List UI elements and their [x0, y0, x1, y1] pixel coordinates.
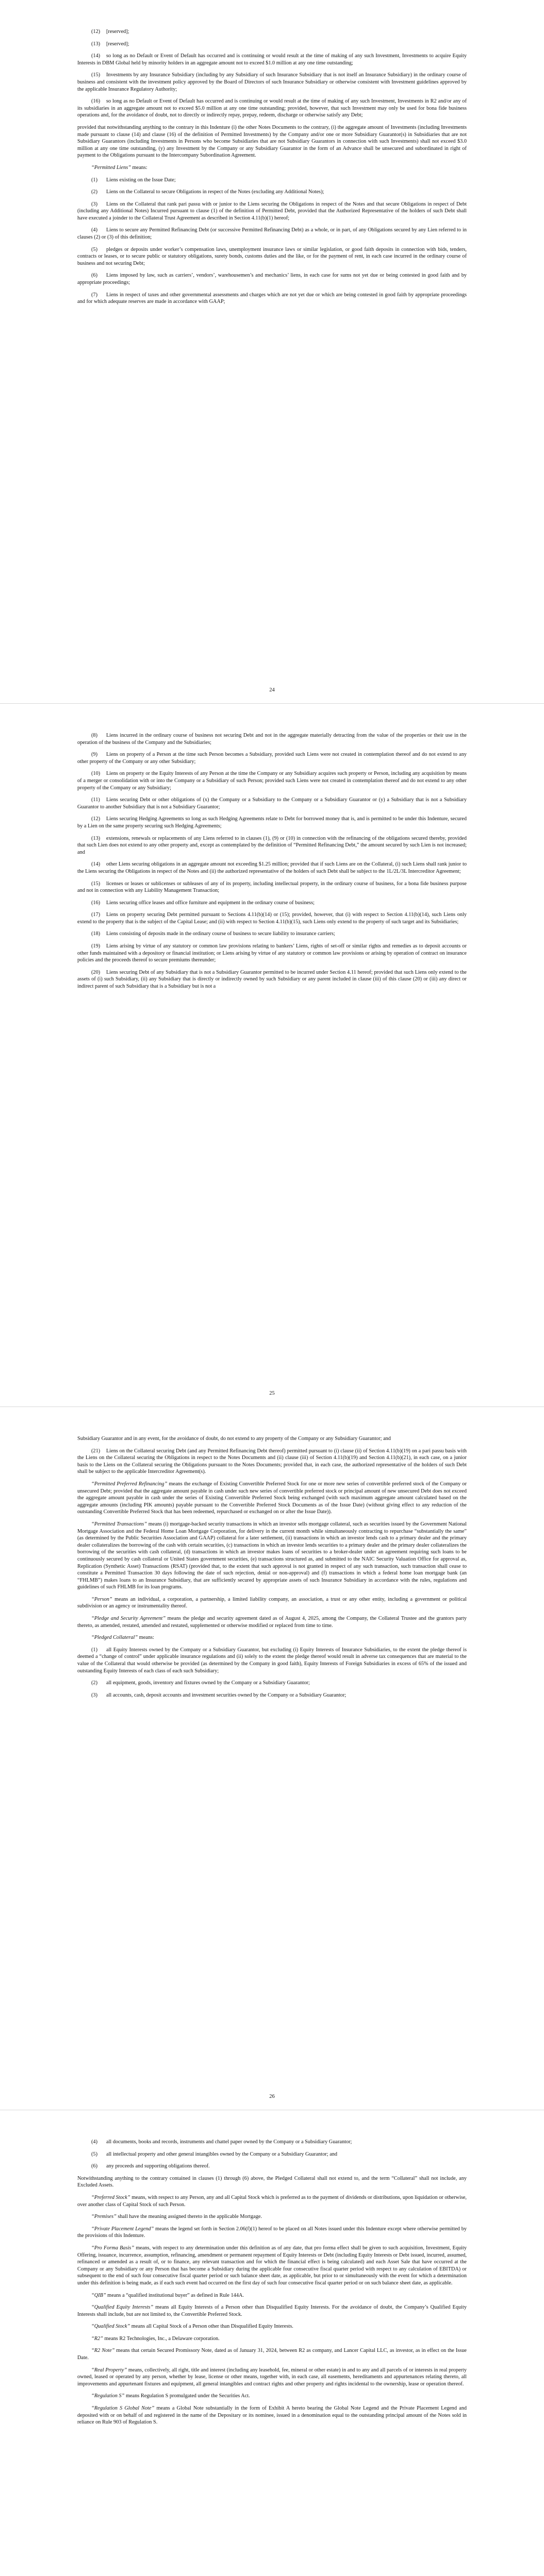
list-item: [77, 53, 467, 66]
list-item: [77, 227, 467, 241]
list-item: [77, 2139, 467, 2146]
document-page: [0, 0, 544, 703]
page-content: [77, 2139, 467, 2426]
item-text: Liens existing on the Issue Date;: [106, 177, 176, 183]
item-number: (10): [91, 771, 101, 777]
definition-paragraph: [77, 2367, 467, 2388]
item-text: Liens on property or the Equity Interests of any Person at the time the Company or any Subsidiary acquires such property or Person, including any acquisition by means of a merger or consolidation with or into the Company or a Subsidiary of such Person; provided such Liens were not created in contemplation thereof and do not extend to any other property of the Company or any Subsidiary;: [77, 771, 467, 791]
definition-text: means that certain Secured Promissory Note, dated as of January 31, 2024, between R2 as company, and Lancer Capital LLC, as investor, as in effect on the Issue Date.: [77, 2348, 467, 2361]
item-text: Liens consisting of deposits made in the ordinary course of business to secure liability to insurance carriers;: [106, 931, 335, 937]
item-number: (3): [91, 201, 98, 207]
item-number: (16): [91, 98, 101, 105]
item-text: [reserved];: [106, 29, 129, 35]
list-item: [77, 72, 467, 93]
item-number: (19): [91, 943, 101, 950]
definition-paragraph: [77, 164, 467, 172]
definition-text: means the exchange of Existing Convertible Preferred Stock for one or more new series of convertible preferred stock of the Company or unsecured Debt; provided that the aggregate amount payable in cash under such new series of convertible preferred stock or principal amount of new unsecured Debt does not exceed the aggregate amount payable in cash under the series of Existing Convertible Preferred Stock being exchanged (with such maximum aggregate amount calculated based on the aggregate amounts (including PIK amounts) payable pursuant to the Convertible Preferred Stock Documents as of the Issue Date) (without giving effect to any reduction of the outstanding Convertible Preferred Stock that has been redeemed, repurchased or exchanged on or after the Issue Date)).: [77, 1481, 467, 1515]
item-number: (2): [91, 189, 98, 195]
list-item: [77, 1680, 467, 1687]
definition-text: means a “qualified institutional buyer” as defined in Rule 144A.: [106, 2292, 244, 2298]
list-item: [77, 930, 467, 938]
item-number: (5): [91, 246, 98, 252]
definition-paragraph: [77, 2393, 467, 2400]
defined-term: “Pro Forma Basis”: [91, 2245, 135, 2251]
item-text: Liens securing office leases and office furniture and equipment in the ordinary course of business;: [106, 900, 315, 906]
list-item: [77, 732, 467, 746]
list-item: [77, 751, 467, 765]
definition-text: means:: [138, 1635, 154, 1641]
list-item: [77, 911, 467, 925]
list-item: [77, 770, 467, 791]
list-item: [77, 98, 467, 119]
list-item: [77, 943, 467, 964]
item-text: Liens on property securing Debt permitted pursuant to Sections 4.11(b)(14) or (15); provided, however, that (i) with respect to Section 4.11(b)(14), such Liens only extend to the property that is the subject of the Capital Lease; and (ii) with respect to Section 4.11(b)(15), such Liens only extend to the property of such target and its Subsidiaries;: [77, 912, 467, 925]
document-page: [0, 2110, 544, 2576]
list-item: [77, 189, 467, 196]
item-number: (18): [91, 931, 101, 937]
item-text: Liens on the Collateral to secure Obligations in respect of the Notes (excluding any Additional Notes);: [106, 189, 324, 195]
item-number: (6): [91, 273, 98, 279]
item-text: so long as no Default or Event of Default has occurred and is continuing or would result at the time of making of any such Investment, Investments in R2 and/or any of its subsidiaries in an aggregate amount not to exceed $5.0 million at any one time outstanding; provided, however, that such Investment may only be used for bona fide business operations and, for the avoidance of doubt, not to directly or indirectly repay, prepay, redeem, discharge or otherwise satisfy any Debt;: [77, 98, 467, 118]
item-text: Liens on property of a Person at the time such Person becomes a Subsidiary, provided such Liens were not created in contemplation thereof and do not extend to any other property of the Company or any other Subsidiary;: [77, 752, 467, 765]
item-text: all equipment, goods, inventory and fixtures owned by the Company or a Subsidiary Guarantor;: [106, 1680, 310, 1686]
definition-paragraph: [77, 1481, 467, 1516]
defined-term: “Qualified Equity Interests”: [91, 2304, 154, 2311]
defined-term: “Permitted Liens”: [91, 164, 131, 171]
definition-text: means an individual, a corporation, a partnership, a limited liability company, an association, a trust or any other entity, including a government or political subdivision or an agency or instrumentality thereof.: [77, 1596, 467, 1609]
page-number: 26: [269, 2094, 275, 2099]
page-content: [77, 1435, 467, 1699]
list-item: [77, 177, 467, 184]
list-item: [77, 1448, 467, 1476]
defined-term: “Pledged Collateral”: [91, 1635, 138, 1641]
item-number: (17): [91, 912, 101, 918]
list-item: [77, 2163, 467, 2170]
list-item: [77, 1647, 467, 1674]
definition-text: means Regulation S promulgated under the Securities Act.: [124, 2393, 250, 2399]
definition-text: means R2 Technologies, Inc., a Delaware corporation.: [103, 2335, 220, 2342]
definition-text: means, with respect to any determination under this definition as of any date, that pro forma effect shall be given to such acquisition, Investment, Equity Offering, issuance, incurrence, assumption, refinancing, amendment or permanent repayment of Equity Interests or Debt (including Equity Interests or Debt issued, incurred, assumed, refinanced or amended as a result of, or to finance, any relevant transaction and for which the financial effect is being calculated) and each Asset Sale that have occurred at the Company or any Subsidiary or any Person that has become a Subsidiary during the applicable four consecutive fiscal quarter period with respect to any calculation of EBITDA) or subsequent to the end of such four consecutive fiscal quarter period or such balance sheet date, as applicable, but prior to or simultaneously with the event for which a determination under this definition is being made, as if each such event had occurred on the first day of such four consecutive fiscal quarter period or on such balance sheet date, as applicable.: [77, 2245, 467, 2286]
defined-term: “Real Property”: [91, 2367, 127, 2373]
page-number: 25: [269, 1391, 275, 1396]
definition-paragraph: [77, 2405, 467, 2426]
item-text: all Equity Interests owned by the Company or a Subsidiary Guarantor, but excluding (i) Equity Interests of Insurance Subsidiaries, to the extent the pledge thereof is deemed a “change of control” under applicable insurance regulations and (ii) solely to the extent the pledge thereof would result in adverse tax consequences that are material to the value of the Collateral that would otherwise be provided (as determined by the Company in good faith), Equity Interests of Foreign Subsidiaries in excess of 65% of the issued and outstanding Equity Interests of each class of each such Subsidiary;: [77, 1647, 467, 1674]
list-item: [77, 816, 467, 829]
defined-term: “Preferred Stock”: [91, 2194, 130, 2200]
item-text: extensions, renewals or replacements of any Liens referred to in clauses (1), (9) or (10) in connection with the refinancing of the obligations secured thereby, provided that such Lien does not extend to any other property and, except as contemplated by the definition of “Permitted Refinancing Debt,” the amount secured by such Lien is not increased; and: [77, 835, 467, 855]
list-item: [77, 2151, 467, 2158]
list-item: [77, 1692, 467, 1699]
definition-text: means, with respect to any Person, any and all Capital Stock which is preferred as to the payment of dividends or distributions, upon liquidation or otherwise, over another class of Capital Stock of such Person.: [77, 2194, 467, 2208]
definition-text: means a Global Note substantially in the form of Exhibit A hereto bearing the Global Note Legend and the Private Placement Legend and deposited with or on behalf of and registered in the name of the Depositary or its nominee, issued in a denomination equal to the outstanding principal amount of the Notes sold in reliance on Rule 903 of Regulation S.: [77, 2405, 467, 2426]
item-number: (15): [91, 880, 101, 887]
definition-paragraph: [77, 2323, 467, 2330]
item-text: all intellectual property and other general intangibles owned by the Company or a Subsidiary Guarantor; and: [106, 2151, 338, 2157]
item-text: Liens imposed by law, such as carriers’, vendors’, warehousemen’s and mechanics’ liens, in each case for sums not yet due or being contested in good faith and by appropriate proceedings;: [77, 273, 467, 286]
defined-term: “Private Placement Legend”: [91, 2226, 154, 2232]
item-text: Liens to secure any Permitted Refinancing Debt (or successive Permitted Refinancing Debt) as a whole, or in part, of any Obligations secured by any Lien referred to in clauses (2) or (3) of this definition;: [77, 227, 467, 241]
item-number: (5): [91, 2151, 98, 2157]
definition-paragraph: [77, 2304, 467, 2318]
definition-text: means all Capital Stock of a Person other than Disqualified Equity Interests.: [130, 2324, 293, 2330]
list-item: [77, 246, 467, 267]
item-number: (15): [91, 72, 101, 78]
item-number: (11): [91, 797, 100, 803]
definition-text: shall have the meaning assigned thereto in the applicable Mortgage.: [116, 2214, 262, 2220]
definition-paragraph: [77, 2194, 467, 2208]
list-item: [77, 201, 467, 222]
definition-paragraph: [77, 1615, 467, 1629]
page-number: 24: [269, 687, 275, 693]
item-number: (3): [91, 1692, 98, 1698]
defined-term: “R2”: [91, 2335, 103, 2342]
paragraph: provided that notwithstanding anything to the contrary in this Indenture (i) the other Notes Documents to the contrary, (i) the aggregate amount of Investments (including Investments made pursuant to clause (14) and clause (16) of the definition of Permitted Investments) by the Company and/or one or more Subsidiary Guarantor(s) in Subsidiaries that are not Subsidiary Guarantors (including Investments in Persons who become Subsidiaries that are not Subsidiary Guarantors in connection with such Investments) shall not exceed $3.0 million at any one time outstanding, (y) any Investment by the Company or any Subsidiary Guarantor in the form of an Advance shall be unsecured and subordinated in right of payment to the Obligations pursuant to the Intercompany Subordination Agreement.: [77, 124, 467, 159]
definition-text: means the pledge and security agreement dated as of August 4, 2025, among the Company, the Collateral Trustee and the grantors party thereto, as amended, restated, amended and restated, supplemented or otherwise modified or replaced from time to time.: [77, 1616, 467, 1629]
item-text: Liens securing Debt of any Subsidiary that is not a Subsidiary Guarantor permitted to be incurred under Section 4.11 hereof; provided that such Liens only extend to the assets of (i) such Subsidiary, (ii) any Subsidiary that is directly or indirectly owned by such Subsidiary or any parent included in clause (iii) of this clause (20) or (iii) any direct or indirect parent of such Subsidiary that is a Subsidiary but is not a: [77, 969, 467, 990]
definition-paragraph: [77, 2213, 467, 2221]
list-item: [77, 796, 467, 810]
item-number: (4): [91, 227, 98, 233]
list-item: [77, 272, 467, 286]
paragraph: Notwithstanding anything to the contrary contained in clauses (1) through (6) above, the Pledged Collateral shall not extend to, and the term “Collateral” shall not include, any Excluded Assets.: [77, 2175, 467, 2189]
item-text: Liens on the Collateral securing Debt (and any Permitted Refinancing Debt thereof) permitted pursuant to (i) clause (ii) of Section 4.11(b)(19) on a pari passu basis with the Liens on the Collateral securing the Obligations in respect to the Notes Documents and (ii) clause (iii) of Section 4.11(b)(19) and Section 4.11(b)(21), in each case, on a junior basis to the Liens on the Collateral securing the Obligations pursuant to the Notes Documents; provided that, in each case, the authorized representative of the holders of such Debt shall be subject to the applicable Intercreditor Agreement(s).: [77, 1448, 467, 1475]
page-content: [77, 732, 467, 990]
definition-text: means (i) mortgage-backed security transactions in which an investor sells mortgage collateral, such as securities issued by the Government National Mortgage Association and the Federal Home Loan Mortgage Corporation, for delivery in the current month while simultaneously contracting to repurchase “substantially the same” (as determined by the Public Securities Association and GAAP) collateral for a later settlement, (ii) transactions in which an investor lends cash to a primary dealer and the primary dealer collateralizes the borrowing of the cash with certain securities, (c) transactions in which an investor lends securities to a primary dealer and the primary dealer collateralizes the borrowing of the securities with cash collateral, (d) transactions in which an investor makes loans of securities to a broker-dealer under an agreement requiring such loans to be continuously secured by cash collateral or United States government securities, (e) transactions structured as, and submitted to the NAIC Security Valuation Office for approval as, Replication (Synthetic Asset) Transactions (RSAT) (provided that, to the extent that such approval is not granted in respect of any such transaction, such transaction shall cease to constitute a Permitted Transaction 30 days following the date of such rejection, denial or non-approval) and (f) transactions in which a federal home loan mortgage bank (an “FHLMB”) makes loans to an Insurance Subsidiary, that are sufficiently secured by appropriate assets of such Insurance Subsidiary in accordance with the rules, regulations and guidelines of such FHLMB for its loan programs.: [77, 1521, 467, 1590]
list-item: [77, 880, 467, 894]
item-text: all accounts, cash, deposit accounts and investment securities owned by the Company or a Subsidiary Guarantor;: [106, 1692, 347, 1698]
item-number: (12): [91, 29, 101, 35]
defined-term: “Qualified Stock”: [91, 2324, 130, 2330]
defined-term: “Permitted Preferred Refinancing”: [91, 1481, 168, 1487]
item-number: (4): [91, 2139, 98, 2145]
item-number: (13): [91, 835, 101, 841]
document-page: [0, 703, 544, 1406]
definition-paragraph: [77, 2245, 467, 2287]
definition-text: means:: [130, 164, 147, 171]
item-text: [reserved];: [106, 41, 129, 47]
definition-paragraph: [77, 1634, 467, 1641]
item-text: other Liens securing obligations in an aggregate amount not exceeding $1.25 million; provided that if such Liens are on the Collateral, (i) such Liens shall rank junior to the Liens securing the Obligations in respect of the Notes and (ii) the authorized representative of the holders of such Debt shall be subject to the 1L/2L/3L Intercreditor Agreement;: [77, 861, 467, 874]
list-item: [77, 900, 467, 907]
list-item: [77, 292, 467, 306]
item-number: (16): [91, 900, 101, 906]
list-item: [77, 861, 467, 875]
defined-term: “Regulation S”: [91, 2393, 125, 2399]
definition-paragraph: [77, 1521, 467, 1591]
item-number: (9): [91, 752, 98, 758]
definition-text: means all Equity Interests of a Person other than Disqualified Equity Interests. For the avoidance of doubt, the Company’s Qualified Equity Interests shall include, but are not limited to, the Convertible Preferred Stock.: [77, 2304, 467, 2317]
item-number: (1): [91, 1647, 98, 1653]
definition-text: means, collectively, all right, title and interest (including any leasehold, fee, mineral or other estate) in and to any and all parcels of or interests in real property owned, leased or operated by any person, whether by lease, license or other means, together with, in each case, all easements, hereditaments and appurtenances relating thereto, all improvements and appurtenant fixtures and equipment, all general intangibles and contract rights and other property and rights incidental to the ownership, lease or operation thereof.: [77, 2367, 467, 2387]
item-number: (14): [91, 861, 101, 868]
item-text: Liens securing Debt or other obligations of (x) the Company or a Subsidiary to the Company or a Subsidiary Guarantor or (y) a Subsidiary that is not a Subsidiary Guarantor to another Subsidiary that is not a Subsidiary Guarantor;: [77, 797, 467, 810]
document-page: [0, 1406, 544, 2110]
item-text: Liens incurred in the ordinary course of business not securing Debt and not in the aggregate materially detracting from the value of the properties or their use in the operation of the business of the Company and the Subsidiaries;: [77, 733, 467, 745]
defined-term: “Pledge and Security Agreement”: [91, 1616, 166, 1622]
item-number: (2): [91, 1680, 98, 1686]
page-content: [77, 28, 467, 306]
definition-paragraph: [77, 2335, 467, 2343]
list-item: [77, 835, 467, 856]
defined-term: “Regulation S Global Note”: [91, 2405, 155, 2412]
item-number: (21): [91, 1448, 101, 1454]
item-number: (1): [91, 177, 98, 183]
item-text: Liens on the Collateral that rank pari passu with or junior to the Liens securing the Obligations in respect of the Notes and that secure Obligations in respect of Debt (including any Additional Notes) Incurred pursuant to clause (1) of the definition of Permitted Debt, provided that the Authorized Representative of the holders of such Debt shall have executed a joinder to the Collateral Trust Agreement as described in Section 4.11(b)(1) hereof;: [77, 201, 467, 221]
definition-text: means the legend set forth in Section 2.06(f)(1) hereof to be placed on all Notes issued under this Indenture except where otherwise permitted by the provisions of this Indenture.: [77, 2226, 467, 2239]
item-text: licenses or leases or sublicenses or subleases of any of its property, including intellectual property, in the ordinary course of business, for a bona fide business purpose and not in connection with any Liability Management Transaction;: [77, 880, 467, 894]
defined-term: “Premises”: [91, 2214, 117, 2220]
item-text: Investments by any Insurance Subsidiary (including by any Subsidiary of such Insurance Subsidiary that is not itself an Insurance Subsidiary) in the ordinary course of business and consistent with the investment policy approved by the Board of Directors of such Insurance Subsidiary or otherwise consistent with Investment guidelines approved by the applicable Insurance Regulatory Authority;: [77, 72, 467, 92]
list-item: [77, 969, 467, 990]
item-text: Liens securing Hedging Agreements so long as such Hedging Agreements relate to Debt for borrowed money that is, and is permitted to be under this Indenture, secured by a Lien on the same property securing such Hedging Agreements;: [77, 816, 467, 829]
item-text: all documents, books and records, instruments and chattel paper owned by the Company or a Subsidiary Guarantor;: [106, 2139, 352, 2145]
list-item: [77, 28, 467, 36]
item-number: (8): [91, 733, 98, 738]
item-text: Liens arising by virtue of any statutory or common law provisions relating to bankers’ Liens, rights of set-off or similar rights and remedies as to deposit accounts or other funds maintained with a depository or financial institution; or Liens arising by virtue of any statutory or common law provisions or arising by operation of contract on insurance policies and the proceeds thereof to secure premiums thereunder;: [77, 943, 467, 963]
item-number: (14): [91, 53, 101, 59]
defined-term: “Person”: [91, 1596, 112, 1602]
definition-paragraph: [77, 1596, 467, 1610]
definition-paragraph: [77, 2347, 467, 2361]
item-number: (12): [91, 816, 101, 822]
defined-term: “QIB”: [91, 2292, 106, 2298]
item-text: pledges or deposits under worker’s compensation laws, unemployment insurance laws or similar legislation, or good faith deposits in connection with bids, tenders, contracts or leases, or to secure public or statutory obligations, surety bonds, customs duties and the like, or for the payment of rent, in each case incurred in the ordinary course of business and not securing Debt;: [77, 246, 467, 266]
item-number: (6): [91, 2163, 98, 2170]
item-text: any proceeds and supporting obligations thereof.: [106, 2163, 210, 2170]
defined-term: “R2 Note”: [91, 2348, 115, 2354]
item-number: (13): [91, 41, 101, 47]
list-item: [77, 41, 467, 48]
paragraph: Subsidiary Guarantor and in any event, for the avoidance of doubt, do not extend to any property of the Company or any Subsidiary Guarantor; and: [77, 1436, 391, 1442]
definition-paragraph: [77, 2292, 467, 2299]
item-number: (7): [91, 292, 98, 298]
item-text: so long as no Default or Event of Default has occurred and is continuing or would result at the time of making of any such Investment, Investments to acquire Equity Interests in DBM Global held by minority holders in an aggregate amount not to exceed $1.0 million at any one time outstanding;: [77, 53, 467, 66]
item-text: Liens in respect of taxes and other governmental assessments and charges which are not yet due or which are being contested in good faith by appropriate proceedings and for which adequate reserves are made in accordance with GAAP;: [77, 292, 467, 305]
item-number: (20): [91, 969, 101, 975]
definition-paragraph: [77, 2226, 467, 2240]
defined-term: “Permitted Transactions”: [91, 1521, 147, 1527]
